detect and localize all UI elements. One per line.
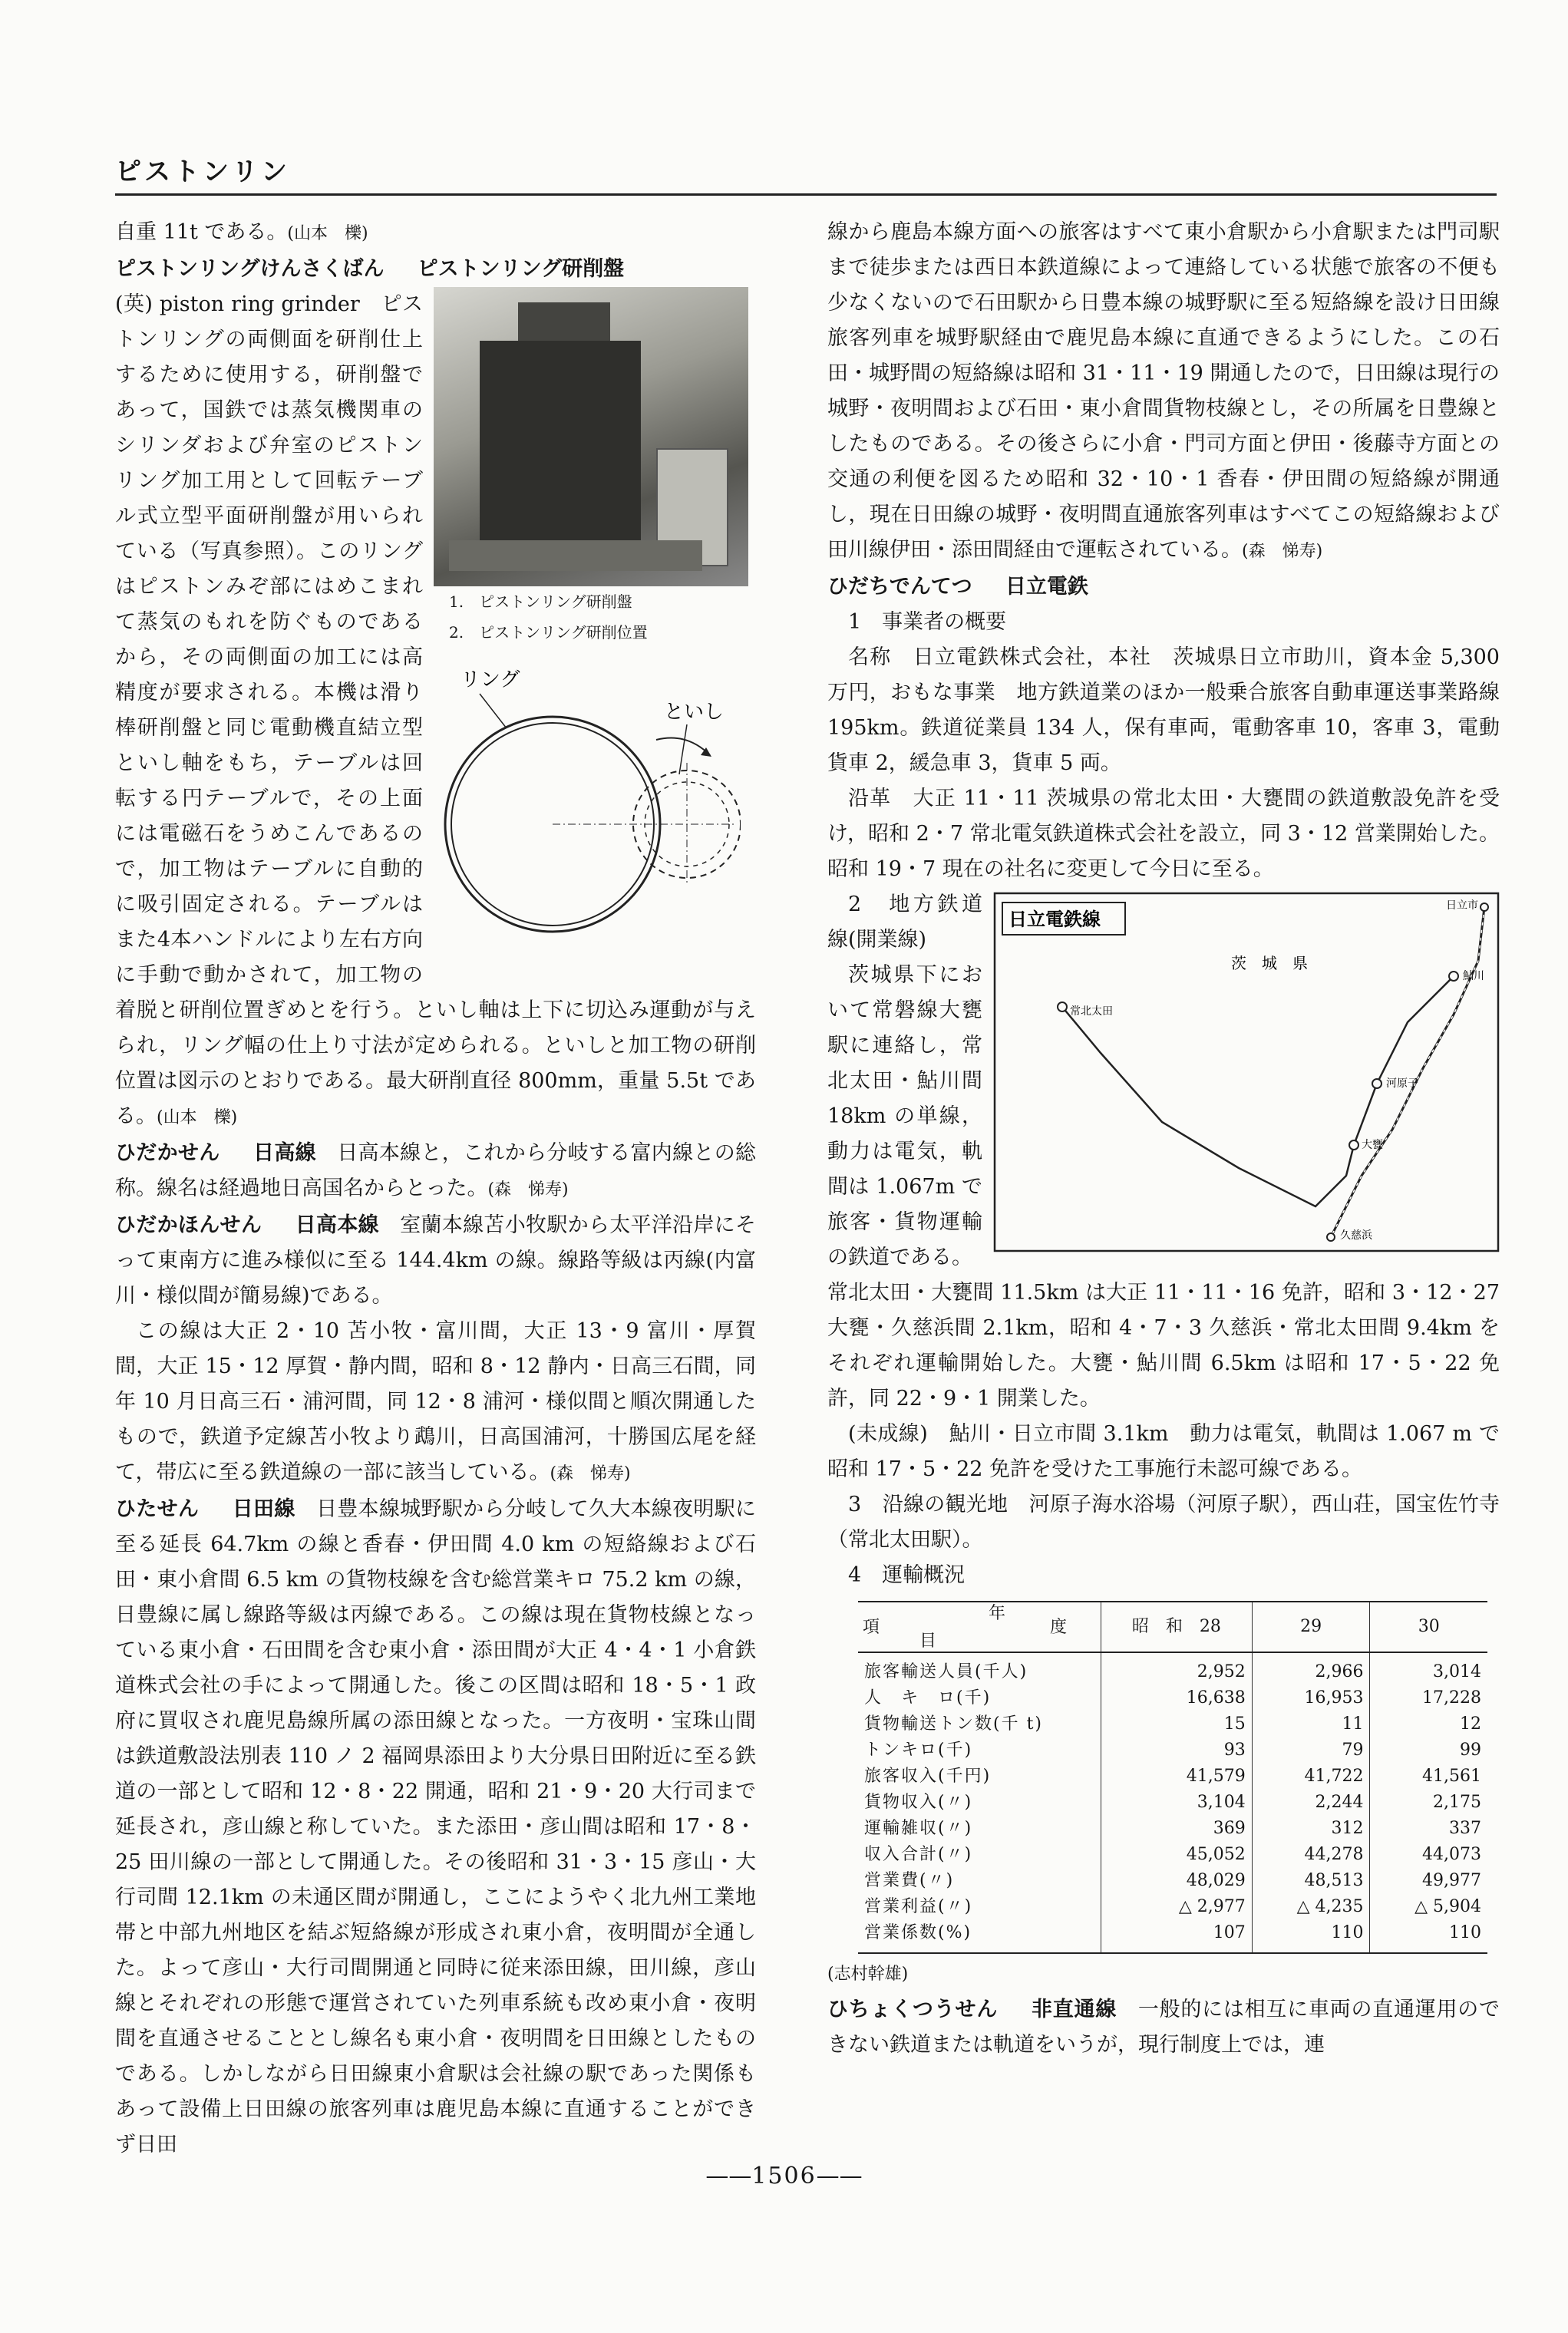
row-value: 3,014 [1370,1652,1487,1685]
row-label: トンキロ(千) [864,1741,973,1760]
row-value: 3,104 [1101,1790,1253,1816]
row-value: 48,513 [1252,1868,1370,1894]
figure-captions [434,586,756,648]
grinding-position-diagram [434,648,741,955]
caption-1: 1. ピストンリング研削盤 [449,592,632,611]
right-column [827,215,1500,2063]
row-value: 16,953 [1252,1685,1370,1711]
map-prefecture: 茨 城 県 [1231,954,1308,972]
running-header: ピストンリン [115,157,290,187]
table-row [858,1894,1487,1920]
transport-table [858,1601,1487,1954]
row-value: 45,052 [1101,1842,1253,1868]
map-station-kawarago: 河原子 [1386,1077,1418,1090]
section-3: 3 沿線の観光地 河原子海水浴場（河原子駅），西山荘，国宝佐竹寺（常北太田駅）。 [827,1493,1500,1552]
row-value: 17,228 [1370,1685,1487,1711]
section-1-body: 名称 日立電鉄株式会社，本社 茨城県日立市助川，資本金 5,300 万円，おもな事業 地方鉄道業のほか一般乗合旅客自動車運送事業路線 195km。鉄道従業員 134 人，保有車両，電動客車 10，客車 3，電動貨車 2，緩急車 3，貨車 5 両。 [827,645,1500,775]
row-value: 16,638 [1101,1685,1253,1711]
map-station-hitachishi: 日立市 [1446,899,1478,912]
entry-heading-hitachi-dentetsu: ひだちでんてつ 日立電鉄 [827,575,1088,599]
row-value: 79 [1252,1737,1370,1764]
map-station-omika: 大甕 [1362,1139,1383,1151]
entry-hidaka-main-line-history: この線は大正 2・10 苫小牧・富川間，大正 13・9 富川・厚賀間，大正 15・12 厚賀・静内間，昭和 8・12 静内・日高三石間，同年 10 月日高三石・浦河間，同 12・8 浦河・様似間と順次開通したもので，鉄道予定線苫小牧より鵡川，日高国浦河，十勝国広尾を経て，帯広に至る鉄道線の一部に該当している。(森 悌寿) [115,1319,756,1484]
row-label: 収入合計(〃) [864,1845,973,1864]
row-value: 2,966 [1252,1652,1370,1685]
section-2-heading: 2 地方鉄道線(開業線) [827,893,982,952]
row-value: 11 [1252,1711,1370,1737]
caption-2: 2. ピストンリング研削位置 [449,623,648,642]
entry-non-through-line: ひちょくつうせん 非直通線 一般的には相互に車両の直通運用のできない鉄道または軌道をいうが，現行制度上では，連 [827,1998,1500,2057]
row-value: △ 2,977 [1101,1894,1253,1920]
map-title: 日立電鉄線 [1008,909,1101,930]
row-label: 運輸雑収(〃) [864,1819,973,1838]
table-row [858,1816,1487,1842]
entry-hidaka-line: ひだかせん 日高線 日高本線と，これから分岐する富内線との総称。線名は経過地日高国名からとった。(森 悌寿) [115,1141,757,1200]
table-row [858,1685,1487,1711]
photo-figure [434,287,756,966]
row-value: 369 [1101,1816,1253,1842]
page-number: ——1506—— [705,2163,863,2189]
table-row [858,1868,1487,1894]
row-value: 15 [1101,1711,1253,1737]
table-row [858,1737,1487,1764]
row-label: 旅客輸送人員(千人) [864,1662,1028,1681]
section-1-history: 沿革 大正 11・11 茨城県の常北太田・大甕間の鉄道敷設免許を受け，昭和 2・7 常北電気鉄道株式会社を設立，同 3・12 営業開始した。昭和 19・7 現在の社名に変更して今日に至る。 [827,787,1500,881]
row-label: 営業費(〃) [864,1871,955,1890]
row-value: 44,073 [1370,1842,1487,1868]
map-station-johokuota: 常北太田 [1070,1005,1113,1018]
year-29-header: 29 [1252,1602,1370,1652]
table-row [858,1764,1487,1790]
row-value: 107 [1101,1920,1253,1953]
section-1-heading: 1 事業者の概要 [848,610,1007,634]
row-value: 110 [1370,1920,1487,1953]
section-2-body: 茨城県下において常磐線大甕駅に連絡し，常北太田・鮎川間 18km の単線，動力は電気，軌間は 1.067m で旅客・貨物運輸の鉄道である。 [827,963,982,1269]
year-30-header: 30 [1370,1602,1487,1652]
row-value: 49,977 [1370,1868,1487,1894]
row-label: 営業利益(〃) [864,1897,973,1916]
row-value: △ 4,235 [1252,1894,1370,1920]
ring-label: リング [460,668,520,691]
row-label: 営業係数(%) [858,1920,1101,1953]
table-row [858,1711,1487,1737]
row-label: 人 キ ロ(千) [864,1688,992,1708]
table-row [858,1790,1487,1816]
map-station-ayukawa: 鮎川 [1463,970,1484,982]
row-value: 12 [1370,1711,1487,1737]
entry-heading-piston-ring-grinder: ピストンリングけんさくばん ピストンリング研削盤 [115,257,625,281]
table-signature: (志村幹雄) [827,1965,909,1984]
year-28-header: 昭 和 28 [1101,1602,1253,1652]
row-value: 41,561 [1370,1764,1487,1790]
section-4-heading: 4 運輸概況 [848,1563,966,1587]
piston-ring-grinder-photo [434,287,748,586]
entry-hita-line: ひたせん 日田線 日豊本線城野駅から分岐して久大本線夜明駅に至る延長 64.7km の線と香春・伊田間 4.0 km の短絡線および石田・東小倉間 6.5 km の貨物枝線を含む総営業キロ 75.2 km の線，日豊線に属し線路等級は丙線である。この線は現在貨物枝線となっている東小倉・石田間を含む東小倉・添田間が大正 4・4・1 小倉鉄道株式会社の手によって開通した。後この区間は昭和 18・5・1 政府に買収され鹿児島線所属の添田線となった。一方夜明・宝珠山間は鉄道敷設法別表 110 ノ 2 福岡県添田より大分県日田附近に至る鉄道の一部として昭和 12・8・22 開通，昭和 21・9・20 大行司まで延長され，彦山線と称していた。また添田・彦山間は昭和 17・8・25 田川線の一部として開通した。その後昭和 31・3・15 彦山・大行司間 12.1km の未通区間が開通し，ここにようやく北九州工業地帯と中部九州地区を結ぶ短絡線が形成され東小倉，夜明間が全通した。よって彦山・大行司間開通と同時に従来添田線，田川線，彦山線とそれぞれの形態で運営されていた列車系統も改め東小倉・夜明間を直通させることとし線名も東小倉・夜明間を日田線としたものである。しかしながら日田線東小倉駅は会社線の駅であった関係もあって設備上日田線の旅客列車は鹿児島本線に直通することができず日田 [115,1497,757,2156]
row-label: 貨物輸送トン数(千 t) [864,1714,1044,1734]
row-value: 44,278 [1252,1842,1370,1868]
table-corner: 年 度 項 目 [858,1602,1101,1652]
row-value: 99 [1370,1737,1487,1764]
row-value: 93 [1101,1737,1253,1764]
header-rule [115,193,1497,196]
section-2-unbuilt: (未成線) 鮎川・日立市間 3.1km 動力は電気，軌間は 1.067 m で昭和 17・5・22 免許を受けた工事施行未認可線である。 [827,1422,1500,1481]
row-value: 312 [1252,1816,1370,1842]
left-column [115,215,756,2163]
wheel-label: といし [664,701,725,724]
row-label: 旅客収入(千円) [864,1767,992,1786]
route-map [993,892,1500,1264]
entry-hidaka-main-line: ひだかほんせん 日高本線 室蘭本線苫小牧駅から太平洋沿岸にそって東南方に進み様似に至る 144.4km の線。線路等級は丙線(内富川・様似間が簡易線)である。 [115,1213,757,1308]
row-label: 貨物収入(〃) [864,1793,973,1812]
row-value: 41,722 [1252,1764,1370,1790]
row-value: 337 [1370,1816,1487,1842]
row-value: 2,952 [1101,1652,1253,1685]
entry-continuation: 自重 11t である。(山本 櫟) [115,220,368,244]
entry-body-piston-ring-grinder: (英) piston ring grinder ピストンリングの両側面を研削仕上するために使用する，研削盤であって，国鉄では蒸気機関車のシリンダおよび弁室のピストンリング加工用として回転テーブル式立型平面研削盤が用いられている（写真参照）。このリングはピストンみぞ部にはめこまれて蒸気のもれを防ぐものであるから，その両側面の加工には高精度が要求される。本機は滑り棒研削盤と同じ電動機直結立型といし軸をもち，テーブルは回転する円テーブルで，その上面には電磁石をうめこんであるので，加工物はテーブルに自動的に吸引固定される。テーブルはまた4本ハンドルにより左右方向に手動で動かされて，加工物の着脱と研削位置ぎめとを行う。といし軸は上下に切込み運動が与えられ，リング幅の仕上り寸法が定められる。といしと加工物の研削位置は図示のとおりである。最大研削直径 800mm，重量 5.5t である。(山本 櫟) [115,292,756,1128]
row-value: 48,029 [1101,1868,1253,1894]
table-row [858,1842,1487,1868]
table-row [858,1920,1487,1953]
table-row [858,1652,1487,1685]
row-value: △ 5,904 [1370,1894,1487,1920]
section-2-body-continued: 常北太田・大甕間 11.5km は大正 11・11・16 免許，昭和 3・12・27 大甕・久慈浜間 2.1km，昭和 4・7・3 久慈浜・常北太田間 9.4km をそれぞれ運輸開始した。大甕・鮎川間 6.5km は昭和 17・5・22 免許，同 22・9・1 開業した。 [827,1281,1500,1411]
row-value: 2,175 [1370,1790,1487,1816]
hitachi-dentetsu-map [993,892,1500,1252]
row-value: 110 [1252,1920,1370,1953]
entry-hita-line-continued: 線から鹿島本線方面への旅客はすべて東小倉駅から小倉駅または門司駅まで徒歩または西日本鉄道線によって連絡している状態で旅客の不便も少なくないので石田駅から日豊本線の城野駅に至る短絡線を設け日田線旅客列車を城野駅経由で鹿児島本線に直通できるようにした。この石田・城野間の短絡線は昭和 31・11・19 開通したので，日田線は現行の城野・夜明間および石田・東小倉間貨物枝線とし，その所属を日豊線としたものである。その後さらに小倉・門司方面と伊田・後藤寺方面との交通の利便を図るため昭和 32・10・1 香春・伊田間の短絡線が開通し，現在日田線の城野・夜明間直通旅客列車はすべてこの短絡線および田川線伊田・添田間経由で運転されている。(森 悌寿) [827,220,1500,562]
row-value: 2,244 [1252,1790,1370,1816]
map-station-kujihama: 久慈浜 [1340,1229,1372,1242]
table-body [858,1652,1487,1953]
row-value: 41,579 [1101,1764,1253,1790]
